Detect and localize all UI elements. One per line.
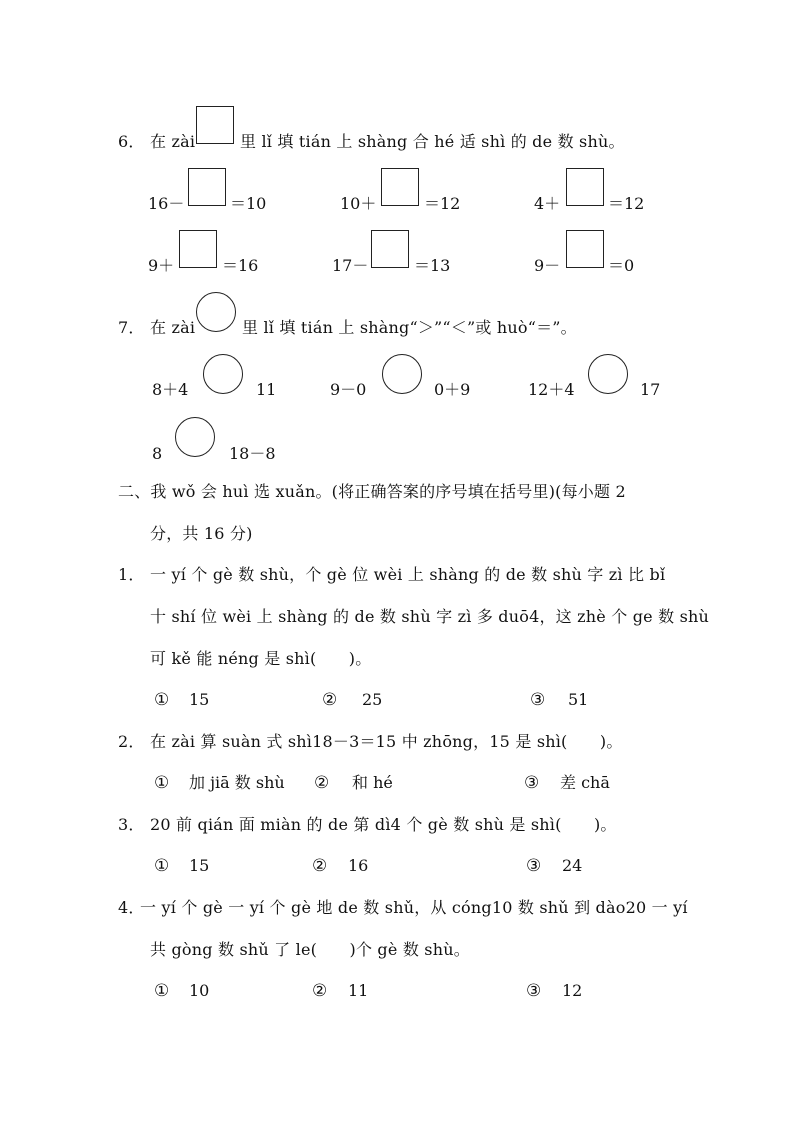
- equation-right: ＝12: [608, 194, 645, 213]
- option-text[interactable]: 15: [189, 690, 210, 709]
- option-mark: ①: [154, 981, 170, 1001]
- option-text[interactable]: 差 chā: [560, 773, 610, 792]
- mc-question-line: 在 zài 算 suàn 式 shì18－3＝15 中 zhōng，15 是 shì( )。: [150, 732, 623, 751]
- answer-circle[interactable]: [203, 354, 243, 394]
- question-6-number: 6．: [118, 132, 145, 151]
- comparison-right: 18－8: [229, 444, 276, 463]
- option-text[interactable]: 15: [189, 856, 210, 875]
- answer-box[interactable]: [566, 230, 604, 268]
- question-7-prompt-pre: 在 zài: [150, 318, 196, 337]
- equation-left: 4＋: [534, 194, 561, 213]
- option-text[interactable]: 51: [568, 690, 589, 709]
- equation-right: ＝0: [608, 256, 635, 275]
- equation-left: 17－: [332, 256, 369, 275]
- equation-right: ＝10: [230, 194, 267, 213]
- option-text[interactable]: 16: [348, 856, 369, 875]
- mc-question-line: 一 yí 个 gè 数 shù，个 gè 位 wèi 上 shàng 的 de 数 shù 字 zì 比 bǐ: [150, 565, 666, 584]
- section-2-title-line-1: 二、我 wǒ 会 huì 选 xuǎn。(将正确答案的序号填在括号里)(每小题 2: [118, 482, 626, 501]
- mc-question-line: 一 yí 个 gè 一 yí 个 gè 地 de 数 shǔ，从 cóng10 数 shǔ 到 dào20 一 yí: [140, 898, 688, 917]
- option-text[interactable]: 加 jiā 数 shù: [189, 773, 285, 792]
- option-mark: ③: [530, 690, 546, 710]
- comparison-right: 11: [256, 380, 277, 399]
- comparison-right: 17: [640, 380, 661, 399]
- mc-question-number: 3．: [118, 815, 145, 834]
- comparison-left: 9－0: [330, 380, 367, 399]
- equation-left: 10＋: [340, 194, 377, 213]
- comparison-left: 8＋4: [152, 380, 189, 399]
- answer-circle[interactable]: [382, 354, 422, 394]
- question-7-number: 7．: [118, 318, 145, 337]
- answer-box[interactable]: [188, 168, 226, 206]
- question-7-prompt-post: 里 lǐ 填 tián 上 shàng“＞”“＜”或 huò“＝”。: [242, 318, 577, 337]
- equation-left: 9＋: [148, 256, 175, 275]
- question-6-prompt-pre: 在 zài: [150, 132, 196, 151]
- answer-box[interactable]: [179, 230, 217, 268]
- mc-question-line: 共 gòng 数 shǔ 了 le( )个 gè 数 shù。: [150, 940, 470, 959]
- option-mark: ①: [154, 773, 170, 793]
- mc-question-line: 20 前 qián 面 miàn 的 de 第 dì4 个 gè 数 shù 是 shì( )。: [150, 815, 617, 834]
- option-text[interactable]: 10: [189, 981, 210, 1000]
- comparison-left: 8: [152, 444, 163, 463]
- equation-right: ＝13: [414, 256, 451, 275]
- answer-circle[interactable]: [588, 354, 628, 394]
- option-mark: ③: [526, 981, 542, 1001]
- option-mark: ①: [154, 856, 170, 876]
- question-6-prompt-post: 里 lǐ 填 tián 上 shàng 合 hé 适 shì 的 de 数 shù。: [240, 132, 625, 151]
- answer-box[interactable]: [371, 230, 409, 268]
- equation-right: ＝16: [222, 256, 259, 275]
- comparison-right: 0＋9: [434, 380, 471, 399]
- equation-left: 9－: [534, 256, 561, 275]
- equation-left: 16－: [148, 194, 185, 213]
- mc-question-line: 十 shí 位 wèi 上 shàng 的 de 数 shù 字 zì 多 duō4，这 zhè 个 ge 数 shù: [150, 607, 710, 626]
- answer-circle[interactable]: [175, 417, 215, 457]
- mc-question-number: 4．: [118, 898, 145, 917]
- mc-question-line: 可 kě 能 néng 是 shì( )。: [150, 649, 372, 668]
- section-2-title-line-2: 分，共 16 分): [150, 524, 253, 543]
- comparison-left: 12＋4: [528, 380, 575, 399]
- option-mark: ②: [322, 690, 338, 710]
- sample-box-icon: [196, 106, 234, 144]
- option-mark: ②: [312, 981, 328, 1001]
- equation-right: ＝12: [424, 194, 461, 213]
- answer-box[interactable]: [566, 168, 604, 206]
- option-text[interactable]: 25: [362, 690, 383, 709]
- option-mark: ②: [312, 856, 328, 876]
- option-text[interactable]: 12: [562, 981, 583, 1000]
- option-mark: ②: [314, 773, 330, 793]
- option-mark: ①: [154, 690, 170, 710]
- answer-box[interactable]: [381, 168, 419, 206]
- sample-circle-icon: [196, 292, 236, 332]
- mc-question-number: 2．: [118, 732, 145, 751]
- option-mark: ③: [526, 856, 542, 876]
- mc-question-number: 1．: [118, 565, 145, 584]
- option-text[interactable]: 11: [348, 981, 369, 1000]
- option-text[interactable]: 和 hé: [352, 773, 393, 792]
- option-text[interactable]: 24: [562, 856, 583, 875]
- option-mark: ③: [524, 773, 540, 793]
